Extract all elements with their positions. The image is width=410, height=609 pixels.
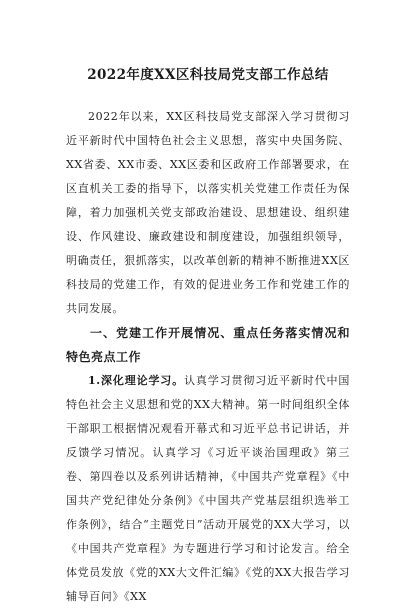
item-lead-1: 1.深化理论学习。 <box>88 374 185 387</box>
intro-paragraph: 2022年以来，XX区科技局党支部深入学习贯彻习近平新时代中国特色社会主义思想，落实中央国务院、XX省委、XX市委、XX区委和区政府工作部署要求，在区直机关工委的指导下，以落实机关党建工作责任为保障，着力加强机关党支部政治建设、思想建设、组织建设、作风建设、廉政建设和制度建设，加强组织领导，明确责任，狠抓落实，以改革创新的精神不断推进XX区科技局的党建工作，有效的促进业务工作和党建工作的共同发展。 <box>66 110 350 315</box>
document-title: 2022年度XX区科技局党支部工作总结 <box>87 67 329 83</box>
item-text-1: 认真学习贯彻习近平新时代中国特色社会主义思想和党的XX大精神。第一时间组织全体干部职工根据情况观看开幕式和习近平总书记讲话，并反馈学习情况。认真学习《习近平谈治国理政》第三卷、第四卷以及系列讲话精神，《中国共产党章程》《中国共产党纪律处分条例》《中国共产党基层组织选举工作条例》，结合“主题党日”活动开展党的XX大学习，以《中国共产党章程》为专题进行学习和讨论发言。给全体党员发放《党的XX大文件汇编》《党的XX大报告学习辅导百问》《XX <box>66 374 350 603</box>
document-body <box>66 105 350 609</box>
item-paragraph-1 <box>66 369 350 609</box>
section-heading-1: 一、党建工作开展情况、重点任务落实情况和特色亮点工作 <box>66 326 350 364</box>
